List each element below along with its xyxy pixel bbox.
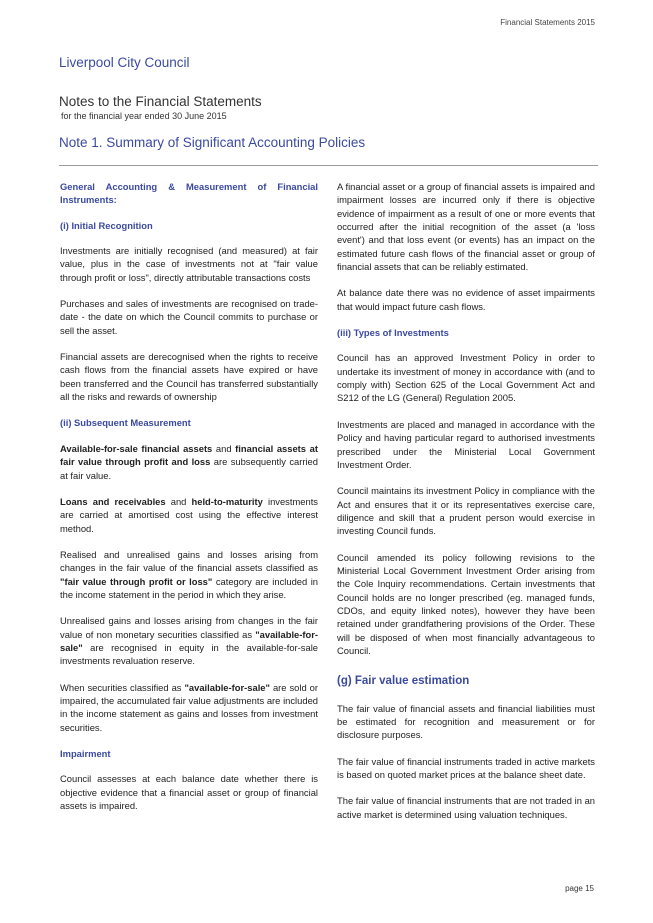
left-column: [60, 180, 318, 825]
paragraph: [60, 495, 318, 535]
paragraph: Council assesses at each balance date whether there is objective evidence that a financial asset or group of financial assets is impaired.: [60, 773, 318, 812]
bold-term: Loans and receivables: [60, 495, 166, 507]
paragraph: The fair value of financial instruments that are not traded in an active market is determined using valuation techniques.: [337, 795, 595, 820]
section-heading-initial-recognition: (i) Initial Recognition: [60, 219, 153, 231]
bold-term: "available-for-sale": [60, 628, 318, 653]
text-run: Unrealised gains and losses arising from changes in the fair value of non monetary securities classified as: [60, 615, 318, 640]
paragraph: [60, 681, 318, 734]
paragraph: Financial assets are derecognised when the rights to receive cash flows from the financial assets have expired or have been transferred and the Council has transferred substantially all the risks and rewards of ownership: [60, 351, 318, 403]
notes-title: Notes to the Financial Statements: [59, 94, 262, 109]
paragraph: A financial asset or a group of financial assets is impaired and impairment losses are incurred only if there is objective evidence of impairment as a result of one or more events that occurred after the initial recognition of the asset (a 'loss event') and that loss event (or events) has an impact on the estimated future cash flows of the financial asset or group of financial assets that can be reliably estimated.: [337, 181, 595, 273]
section-heading-types-of-investments: (iii) Types of Investments: [337, 327, 449, 339]
paragraph: The fair value of financial instruments traded in active markets is based on quoted market prices at the balance sheet date.: [337, 755, 595, 781]
section-heading-impairment: Impairment: [60, 748, 111, 759]
paragraph: At balance date there was no evidence of asset impairments that would impact future cash flows.: [337, 287, 595, 312]
paragraph: Purchases and sales of investments are recognised on trade-date - the date on which the Council commits to purchase or sell the asset.: [60, 298, 318, 336]
paragraph: The fair value of financial assets and financial liabilities must be estimated for recognition and measurement or for disclosure purposes.: [337, 702, 595, 741]
paragraph: Council amended its policy following revisions to the Ministerial Local Government Investment Order arising from the Cole Inquiry recommendations. Certain investments that Council holds are no longer prescribed (eg. managed funds, CDOs, and equity linked notes), however they have been retained under grandfathering provisions of the Order. These will be disposed of when most financially advantageous to Council.: [337, 551, 595, 656]
text-run: and: [212, 442, 236, 454]
paragraph: [60, 614, 318, 667]
paragraph: Investments are initially recognised (and measured) at fair value, plus in the case of investments not at "fair value through profit or loss", directly attributable transactions costs: [60, 245, 318, 283]
text-run: are subsequently carried at fair value.: [60, 456, 318, 481]
bold-term: "fair value through profit or loss": [60, 575, 213, 587]
paragraph: Council maintains its investment Policy in compliance with the Act and ensures that it or its representatives exercise care, diligence and skill that a prudent person would exercise in investing Council funds.: [337, 485, 595, 537]
section-heading-general: General Accounting & Measurement of Financial Instruments:: [60, 181, 318, 206]
text-run: and: [165, 495, 192, 507]
paragraph: [60, 548, 318, 601]
section-heading-subsequent-measurement: (ii) Subsequent Measurement: [60, 417, 191, 429]
text-run: are recognised in equity in the available-for-sale investments revaluation reserve.: [60, 641, 318, 667]
council-name: Liverpool City Council: [59, 55, 190, 70]
paragraph: [60, 442, 318, 482]
page-number: page 15: [565, 884, 594, 893]
paragraph: Council has an approved Investment Policy in order to undertake its investment of money in accordance with (and to comply with) Section 625 of the Local Government Act and S212 of the LG (General) Regulation 2005.: [337, 352, 595, 404]
running-header: Financial Statements 2015: [500, 18, 595, 27]
bold-term: held-to-maturity: [191, 495, 263, 507]
bold-term: Available-for-sale financial assets: [60, 442, 213, 454]
bold-term: "available-for-sale": [184, 681, 270, 693]
text-run: When securities classified as: [60, 681, 185, 693]
heading-divider: [59, 165, 598, 166]
right-column: [337, 180, 595, 834]
paragraph: Investments are placed and managed in accordance with the Policy and having particular regard to authorised investments prescribed under the Ministerial Local Government Investment Order.: [337, 418, 595, 470]
text-run: are sold or impaired, the accumulated fair value adjustments are included in the income statement as gains and losses from investment securities.: [60, 681, 318, 733]
note-heading: Note 1. Summary of Significant Accounting Policies: [59, 135, 366, 150]
bold-term: financial assets at fair value through profit and loss: [60, 442, 318, 468]
text-run: investments are carried at amortised cost using the effective interest method.: [60, 495, 318, 534]
section-heading-fair-value-estimation: (g) Fair value estimation: [337, 675, 470, 688]
notes-subtitle: for the financial year ended 30 June 2015: [61, 111, 227, 121]
text-run: Realised and unrealised gains and losses arising from changes in the fair value of the financial assets classified as: [60, 548, 318, 574]
text-run: category are included in the income statement in the period in which they arise.: [60, 575, 318, 600]
